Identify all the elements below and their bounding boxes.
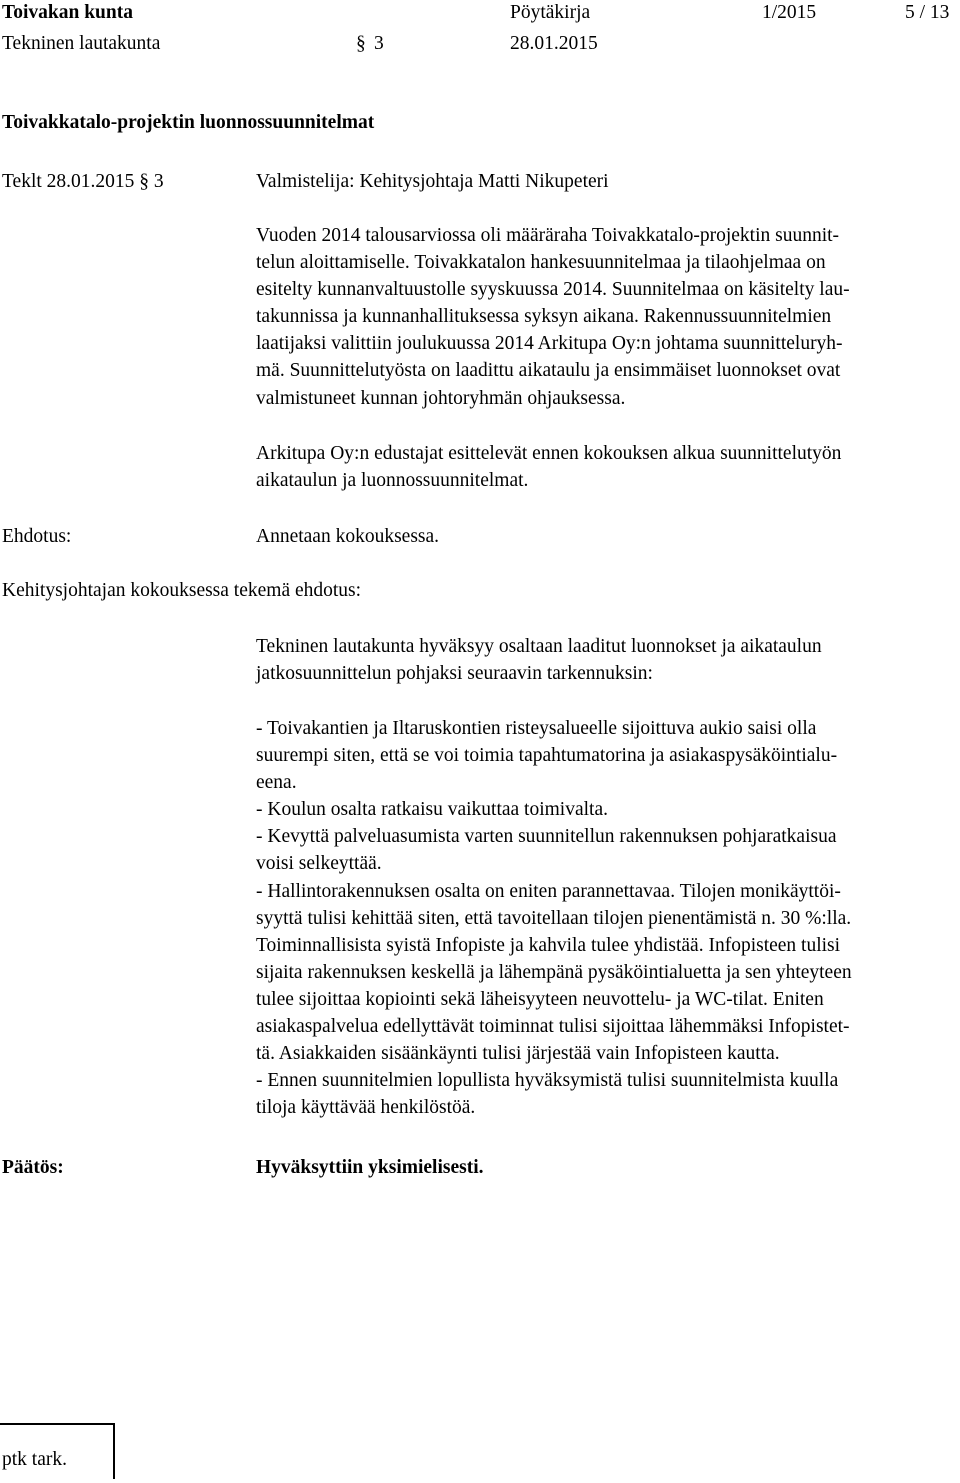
document-number: 1/2015	[762, 2, 817, 23]
reference	[2, 172, 164, 192]
text-line: telun aloittamiselle. Toivakkatalon hankesuunnitelmaa ja tilaohjelmaa on	[256, 252, 826, 274]
decision-label: Päätös:	[2, 1157, 64, 1178]
footer-box-top-border	[0, 1423, 115, 1425]
reference-date: 28.01.2015	[46, 171, 135, 192]
document-type: Pöytäkirja	[510, 2, 591, 23]
text-line: valmistuneet kunnan johtoryhmän ohjauksessa.	[256, 387, 626, 409]
text-line: tiloja käyttävää henkilöstöä.	[256, 1097, 476, 1119]
text-line: - Toivakantien ja Iltaruskontien risteysalueelle sijoittuva aukio saisi olla	[256, 718, 817, 739]
board-name: Tekninen lautakunta	[2, 33, 161, 54]
page-number: 5 / 13	[905, 2, 950, 23]
text-line: asiakaspalvelua edellyttävät toiminnat tulisi sijoittaa lähemmäksi Infopistet-	[256, 1016, 850, 1038]
text-line: sijaita rakennuksen keskellä ja lähempänä pysäköintialuetta ja sen yhteyteen	[256, 961, 852, 983]
text-line: takunnissa ja kunnanhallituksessa syksyn aikana. Rakennussuunnitelmien	[256, 306, 832, 328]
text-line: tulee sijoittaa kopiointi sekä läheisyyteen neuvottelu- ja WC-tilat. Eniten	[256, 988, 824, 1010]
proposal-text: Annetaan kokouksessa.	[256, 526, 440, 547]
proposal-label: Ehdotus:	[2, 526, 72, 547]
text-line: Vuoden 2014 talousarviossa oli määräraha Toivakkatalo-projektin suunnit-	[256, 225, 840, 246]
section-sign-icon: §	[139, 171, 150, 192]
text-line: - Koulun osalta ratkaisu vaikuttaa toimivalta.	[256, 799, 608, 821]
text-line: aikataulun ja luonnossuunnitelmat.	[256, 470, 529, 492]
reference-board: Teklt	[2, 171, 42, 192]
paragraph-background	[256, 226, 960, 416]
text-line: Arkitupa Oy:n edustajat esittelevät ennen kokouksen alkua suunnittelutyön	[256, 443, 842, 464]
reference-section: 3	[153, 171, 164, 192]
decision-text: Hyväksyttiin yksimielisesti.	[256, 1157, 484, 1178]
text-line: eena.	[256, 772, 297, 794]
section-sign-icon: §	[356, 33, 366, 54]
preparer: Valmistelija: Kehitysjohtaja Matti Nikupeteri	[256, 171, 609, 192]
meeting-date: 28.01.2015	[510, 33, 598, 54]
text-line: voisi selkeyttää.	[256, 853, 382, 875]
text-line: - Kevyttä palveluasumista varten suunnitellun rakennuksen pohjaratkaisua	[256, 826, 837, 848]
text-line: Tekninen lautakunta hyväksyy osaltaan laaditut luonnokset ja aikataulun	[256, 636, 822, 657]
paragraph-presentation	[256, 444, 960, 498]
municipality-name: Toivakan kunta	[2, 2, 133, 23]
text-line: tä. Asiakkaiden sisäänkäynti tulisi järjestää vain Infopisteen kautta.	[256, 1043, 780, 1065]
footer-box-right-border	[113, 1423, 115, 1479]
text-line: mä. Suunnittelutyösta on laadittu aikataulu ja ensimmäiset luonnokset ovat	[256, 360, 841, 382]
refinements-list	[256, 719, 960, 1125]
page-title: Toivakkatalo-projektin luonnossuunnitelmat	[2, 112, 375, 133]
paragraph-approval	[256, 637, 960, 691]
meeting-proposal-heading: Kehitysjohtajan kokouksessa tekemä ehdotus:	[2, 580, 362, 601]
text-line: - Ennen suunnitelmien lopullista hyväksymistä tulisi suunnitelmista kuulla	[256, 1070, 839, 1092]
text-line: jatkosuunnittelun pohjaksi seuraavin tarkennuksin:	[256, 663, 653, 685]
section-number: 3	[374, 33, 384, 54]
text-line: esitelty kunnanvaltuustolle syyskuussa 2014. Suunnitelmaa on käsitelty lau-	[256, 279, 850, 301]
text-line: suurempi siten, että se voi toimia tapahtumatorina ja asiakaspysäköintialu-	[256, 745, 838, 767]
text-line: laatijaksi valittiin joulukuussa 2014 Arkitupa Oy:n johtama suunnitteluryh-	[256, 333, 843, 355]
text-line: syyttä tulisi kehittää siten, että tavoitellaan tilojen pienentämistä n. 30 %:lla.	[256, 907, 852, 929]
footer-box-label: ptk tark.	[2, 1449, 67, 1470]
text-line: Toiminnallisista syistä Infopiste ja kahvila tulee yhdistää. Infopisteen tulisi	[256, 934, 841, 956]
text-line: - Hallintorakennuksen osalta on eniten parannettavaa. Tilojen monikäyttöi-	[256, 880, 841, 902]
